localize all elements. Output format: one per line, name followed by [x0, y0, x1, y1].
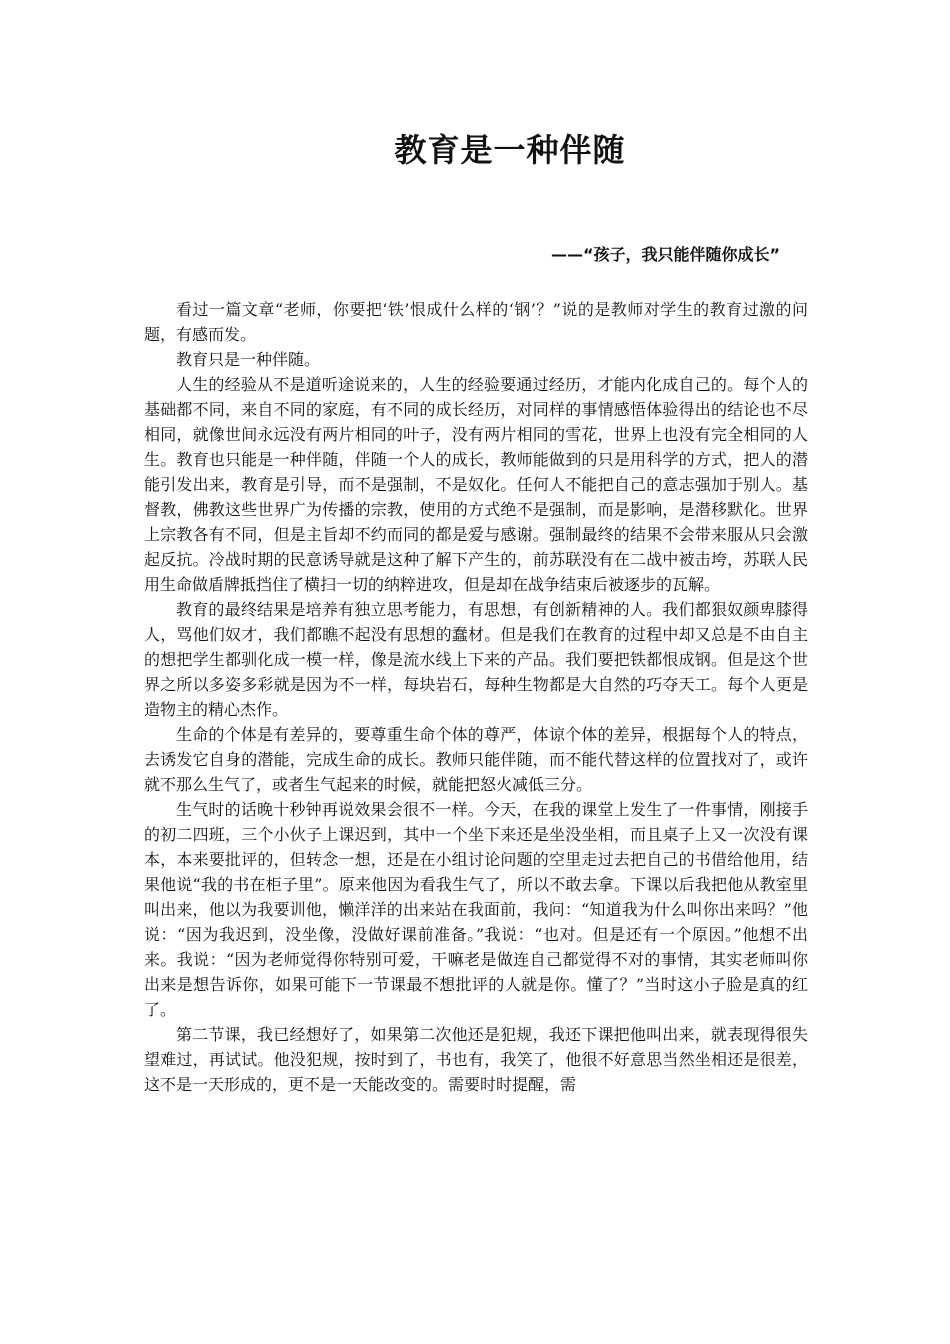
paragraph: 看过一篇文章“老师，你要把‘铁’恨成什么样的‘钢’？”说的是教师对学生的教育过激的问题，有感而发。 — [144, 300, 808, 344]
paragraph: 生命的个体是有差异的，要尊重生命个体的尊严，体谅个体的差异，根据每个人的特点，去诱发它自身的潜能，完成生命的成长。教师只能伴随，而不能代替这样的位置找对了，或许就不那么生气了，或者生气起来的时候，就能把怒火减低三分。 — [144, 725, 808, 794]
document-subtitle: ——“孩子，我只能伴随你成长” — [550, 245, 780, 264]
paragraph: 教育的最终结果是培养有独立思考能力，有思想，有创新精神的人。我们都狠奴颜卑膝得人，骂他们奴才，我们都瞧不起没有思想的蠢材。但是我们在教育的过程中却又总是不由自主的想把学生都驯化成一模一样，像是流水线上下来的产品。我们要把铁都恨成钢。但是这个世界之所以多姿多彩就是因为不一样，每块岩石，每种生物都是大自然的巧夺天工。每个人更是造物主的精心杰作。 — [144, 600, 808, 719]
document-title: 教育是一种伴随 — [394, 131, 626, 169]
paragraph: 教育只是一种伴随。 — [176, 350, 321, 369]
document-body — [144, 297, 808, 1097]
paragraph: 生气时的话晚十秒钟再说效果会很不一样。今天，在我的课堂上发生了一件事情，刚接手的初二四班，三个小伙子上课迟到，其中一个坐下来还是坐没坐相，而且桌子上又一次没有课本，本来要批评的，但转念一想，还是在小组讨论问题的空里走过去把自己的书借给他用，结果他说“我的书在柜子里”。原来他因为看我生气了，所以不敢去拿。下课以后我把他从教室里叫出来，他以为我要训他，懒洋洋的出来站在我面前，我问：“知道我为什么叫你出来吗？”他说：“因为我迟到，没坐像，没做好课前准备。”我说：“也对。但是还有一个原因。”他想不出来。我说：“因为老师觉得你特别可爱，干嘛老是做连自己都觉得不对的事情，其实老师叫你出来是想告诉你，如果可能下一节课最不想批评的人就是你。懂了？”当时这小子脸是真的红了。 — [144, 800, 808, 1019]
paragraph: 第二节课，我已经想好了，如果第二次他还是犯规，我还下课把他叫出来，就表现得很失望难过，再试试。他没犯规，按时到了，书也有，我笑了，他很不好意思当然坐相还是很差，这不是一天形成的，更不是一天能改变的。需要时时提醒，需 — [144, 1025, 808, 1094]
paragraph: 人生的经验从不是道听途说来的，人生的经验要通过经历，才能内化成自己的。每个人的基础都不同，来自不同的家庭，有不同的成长经历，对同样的事情感悟体验得出的结论也不尽相同，就像世间永远没有两片相同的叶子，没有两片相同的雪花，世界上也没有完全相同的人生。教育也只能是一种伴随，伴随一个人的成长，教师能做到的只是用科学的方式，把人的潜能引发出来，教育是引导，而不是强制，不是奴化。任何人不能把自己的意志强加于别人。基督教，佛教这些世界广为传播的宗教，使用的方式绝不是强制，而是影响，是潜移默化。世界上宗教各有不同，但是主旨却不约而同的都是爱与感谢。强制最终的结果不会带来服从只会激起反抗。冷战时期的民意诱导就是这种了解下产生的，前苏联没有在二战中被击垮，苏联人民用生命做盾牌抵挡住了横扫一切的纳粹进攻，但是却在战争结束后被逐步的瓦解。 — [144, 375, 808, 594]
